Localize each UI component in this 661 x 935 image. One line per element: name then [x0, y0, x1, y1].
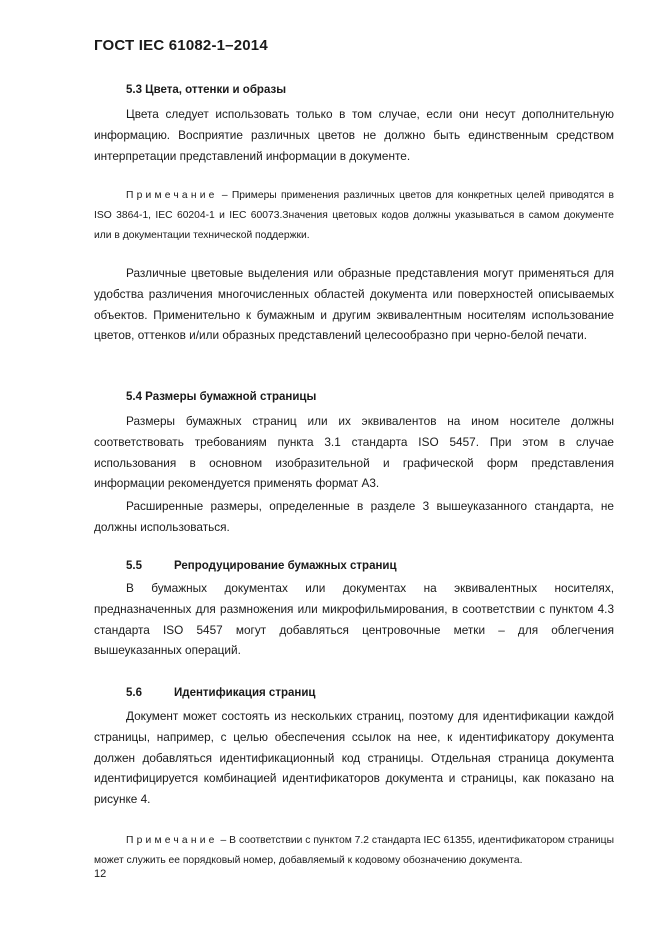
section-5-6-paragraph-1: Документ может состоять из нескольких страниц, поэтому для идентификации каждой страницы, например, с целью обеспечения ссылок на нее, к идентификатору документа должен добавляться идентификационный код страницы. Отдельная страница документа идентифицируется комбинацией идентификаторов документа и страницы, как показано на рисунке 4. [94, 709, 614, 807]
note-text: – В соответствии с пунктом 7.2 стандарта IEC 61355, идентификатором страницы может служить ее порядковый номер, добавляемый к кодовому обозначению документа. [94, 835, 614, 866]
section-5-6-heading [126, 687, 315, 699]
note-text: – Примеры применения различных цветов для конкретных целей приводятся в ISO 3864-1, IEC 60204-1 и IEC 60073.Значения цветовых кодов должны указываться в самом документе или в документации технической поддержки. [94, 190, 614, 241]
section-5-6-note [94, 831, 614, 871]
note-label: Примечание [126, 190, 218, 201]
section-5-3-paragraph-2: Различные цветовые выделения или образные представления могут применяться для удобства различения многочисленных областей документа или поверхностей описываемых объектов. Применительно к бумажным и другим эквивалентным носителям использование цветов, оттенков и/или образных представлений целесообразно при черно-белой печати. [94, 266, 614, 343]
section-5-5-number: 5.5 [126, 560, 142, 572]
section-5-6-number: 5.6 [126, 687, 142, 699]
section-5-5-paragraph-1: В бумажных документах или документах на эквивалентных носителях, предназначенных для размножения или микрофильмирования, в соответствии с пунктом 4.3 стандарта ISO 5457 могут добавляться центровочные метки – для облегчения вышеуказанных операций. [94, 581, 614, 658]
note-label: Примечание [126, 835, 218, 846]
document-header: ГОСТ IEC 61082-1–2014 [94, 37, 268, 54]
page-number: 12 [94, 868, 107, 880]
section-5-4-paragraph-1: Размеры бумажных страниц или их эквивалентов на ином носителе должны соответствовать требованиям пункта 3.1 стандарта ISO 5457. При этом в случае использования в основном изобразительной и графической форм представления информации рекомендуется применять формат А3. [94, 414, 614, 491]
section-5-3-heading: 5.3 Цвета, оттенки и образы [126, 84, 287, 96]
section-5-4-paragraph-2: Расширенные размеры, определенные в разделе 3 вышеуказанного стандарта, не должны использоваться. [94, 499, 614, 534]
section-5-3-paragraph-1: Цвета следует использовать только в том случае, если они несут дополнительную информацию. Восприятие различных цветов не должно быть единственным средством интерпретации представлений информации в документе. [94, 107, 614, 163]
section-5-4-heading: 5.4 Размеры бумажной страницы [126, 391, 317, 403]
section-5-5-heading [126, 560, 397, 572]
section-5-3-note [94, 186, 614, 245]
section-5-6-title: Идентификация страниц [174, 687, 316, 699]
section-5-5-title: Репродуцирование бумажных страниц [174, 560, 397, 572]
